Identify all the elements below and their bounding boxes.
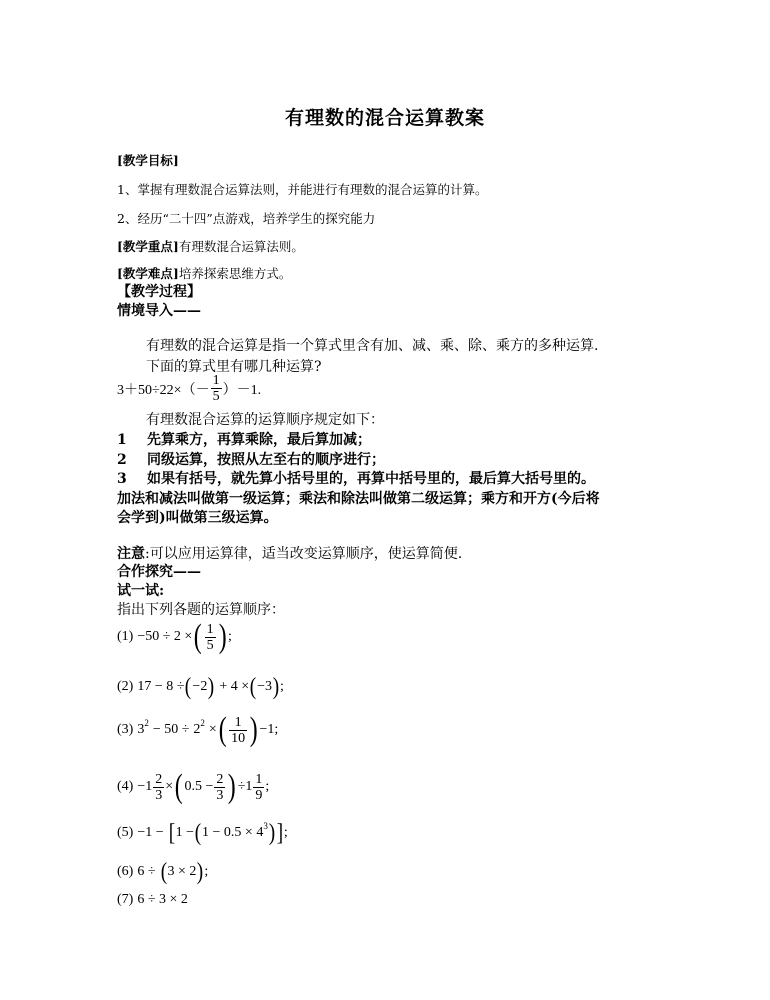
fraction-denominator: 9 [255, 787, 263, 803]
exercise-6 [117, 860, 208, 884]
right-paren: ) [208, 674, 215, 700]
exercise-number: (2) [117, 679, 134, 694]
key-point-text: 有理数混合运算法则。 [178, 239, 304, 254]
exercise-text: ÷ [237, 779, 246, 794]
mixed-whole: 1 [245, 779, 253, 794]
exercise-1 [117, 620, 232, 654]
exercise-text: 1 − [175, 825, 195, 840]
exercise-text: 6 ÷ [137, 864, 156, 879]
try-heading: 试一试: [117, 583, 165, 599]
rule-number: 3 [117, 471, 127, 487]
exercise-instruction: 指出下列各题的运算顺序： [117, 602, 285, 618]
difficulty-label: [教学难点] [117, 266, 179, 281]
rule-number: 1 [117, 432, 127, 448]
right-paren: ) [228, 768, 237, 805]
right-paren: ) [197, 859, 204, 885]
fraction-numerator: 1 [212, 373, 220, 388]
note-label: 注意 [117, 546, 145, 562]
exercise-text: 1 − 0.5 × 4 [202, 825, 264, 840]
fraction-numerator: 1 [234, 714, 242, 730]
key-point-line [117, 237, 304, 255]
left-paren: ( [174, 768, 183, 805]
key-point-label: [教学重点] [117, 239, 179, 254]
note-text: :可以应用运算律，适当改变运算顺序，使运算简便. [145, 546, 463, 562]
left-bracket: [ [168, 820, 175, 846]
exercise-text: − 50 ÷ [152, 722, 190, 737]
fraction-denominator: 5 [206, 637, 214, 653]
objective-item-2: 2、经历“二十四”点游戏，培养学生的探究能力 [117, 211, 376, 226]
left-paren: ( [194, 820, 202, 846]
fraction [153, 772, 164, 803]
exercise-number: (5) [117, 825, 134, 840]
intro-heading: 情境导入—— [117, 303, 201, 319]
sample-expression-left: 3＋50÷22×（－ [117, 382, 210, 398]
exercise-5 [117, 821, 288, 845]
fraction [229, 715, 247, 746]
exercise-end: ; [265, 779, 270, 794]
exercise-text: − [137, 779, 146, 794]
levels-line-1: 加法和减法叫做第一级运算；乘法和除法叫做第二级运算；乘方和开方(今后将 [117, 491, 600, 507]
exercise-end: ; [283, 825, 288, 840]
rule-item-1 [117, 429, 371, 449]
right-paren: ) [249, 711, 258, 748]
exercise-text: −1 [259, 722, 275, 737]
fraction [205, 622, 216, 653]
rule-number: 2 [117, 452, 127, 468]
exercise-3 [117, 713, 278, 747]
exercise-end: ; [274, 722, 279, 737]
exercise-end: ; [280, 679, 284, 694]
rule-item-3 [117, 468, 595, 488]
power-exponent: 2 [200, 718, 205, 728]
mixed-number [145, 772, 165, 803]
exercise-end: ; [204, 864, 209, 879]
page-title: 有理数的混合运算教案 [284, 107, 485, 129]
power-base: 3 [137, 722, 145, 737]
right-bracket: ] [276, 820, 284, 846]
exercise-text: 6 ÷ 3 × 2 [137, 892, 188, 907]
exercise-text: 0.5 − [184, 779, 214, 794]
fraction [253, 772, 264, 803]
levels-line-2: 会学到)叫做第三级运算。 [117, 510, 278, 526]
left-paren: ( [194, 618, 202, 655]
power-exponent: 2 [144, 718, 149, 728]
exercise-text: × [165, 779, 174, 794]
mixed-whole: 1 [145, 779, 153, 794]
fraction-denominator: 3 [155, 787, 163, 803]
exercise-text: −50 ÷ 2 × [137, 629, 193, 644]
fraction-numerator: 2 [216, 771, 224, 787]
exercise-text: + 4 × [219, 679, 250, 694]
paren-content: 3 × 2 [167, 864, 197, 879]
left-paren: ( [185, 674, 192, 700]
right-paren: ) [272, 674, 280, 700]
left-paren: ( [218, 711, 227, 748]
rule-text: 如果有括号，就先算小括号里的，再算中括号里的，最后算大括号里的。 [147, 471, 595, 487]
exercise-2 [117, 675, 284, 699]
difficulty-line [117, 264, 291, 282]
objective-item-1: 1、掌握有理数混合运算法则，并能进行有理数的混合运算的计算。 [117, 182, 488, 197]
rule-text: 同级运算，按照从左至右的顺序进行； [147, 452, 385, 468]
rule-item-2 [117, 449, 385, 469]
right-paren: ) [268, 820, 276, 846]
fraction-denominator: 3 [216, 787, 224, 803]
mixed-number [245, 772, 265, 803]
explore-heading: 合作探究—— [117, 564, 201, 580]
left-paren: ( [160, 859, 167, 885]
fraction-numerator: 1 [255, 771, 263, 787]
fraction-numerator: 2 [155, 771, 163, 787]
difficulty-text: 培养探索思维方式。 [178, 266, 292, 281]
exercise-number: (1) [117, 629, 134, 644]
objectives-heading: [教学目标] [117, 153, 179, 168]
exercise-4 [117, 770, 269, 804]
exercise-7 [117, 892, 188, 908]
rule-text: 先算乘方，再算乘除，最后算加减； [147, 432, 371, 448]
power-exponent: 3 [263, 821, 268, 831]
intro-paragraph-1: 有理数的混合运算是指一个算式里含有加、减、乘、除、乘方的多种运算. [146, 338, 599, 354]
fraction-denominator: 10 [231, 730, 246, 746]
power-base: 2 [193, 722, 201, 737]
exercise-number: (6) [117, 864, 134, 879]
exercise-number: (3) [117, 722, 134, 737]
paren-content: −2 [192, 679, 208, 694]
paren-content: −3 [257, 679, 273, 694]
rules-intro: 有理数混合运算的运算顺序规定如下： [146, 412, 384, 428]
sample-expression [117, 373, 261, 404]
fraction [214, 772, 225, 803]
intro-paragraph-2: 下面的算式里有哪几种运算? [146, 359, 322, 375]
exercise-text: −1 − [137, 825, 164, 840]
fraction-numerator: 1 [206, 621, 214, 637]
exercise-number: (4) [117, 779, 134, 794]
process-heading: 【教学过程】 [117, 284, 201, 300]
fraction-denominator: 5 [212, 389, 220, 404]
sample-expression-fraction [211, 373, 222, 404]
right-paren: ) [218, 618, 227, 655]
left-paren: ( [249, 674, 257, 700]
exercise-end: ; [227, 629, 232, 644]
exercise-text: 17 − 8 ÷ [137, 679, 185, 694]
exercise-number: (7) [117, 892, 134, 907]
exercise-text: × [208, 722, 217, 737]
note-line [117, 543, 462, 563]
sample-expression-right: ）－1. [222, 382, 262, 398]
